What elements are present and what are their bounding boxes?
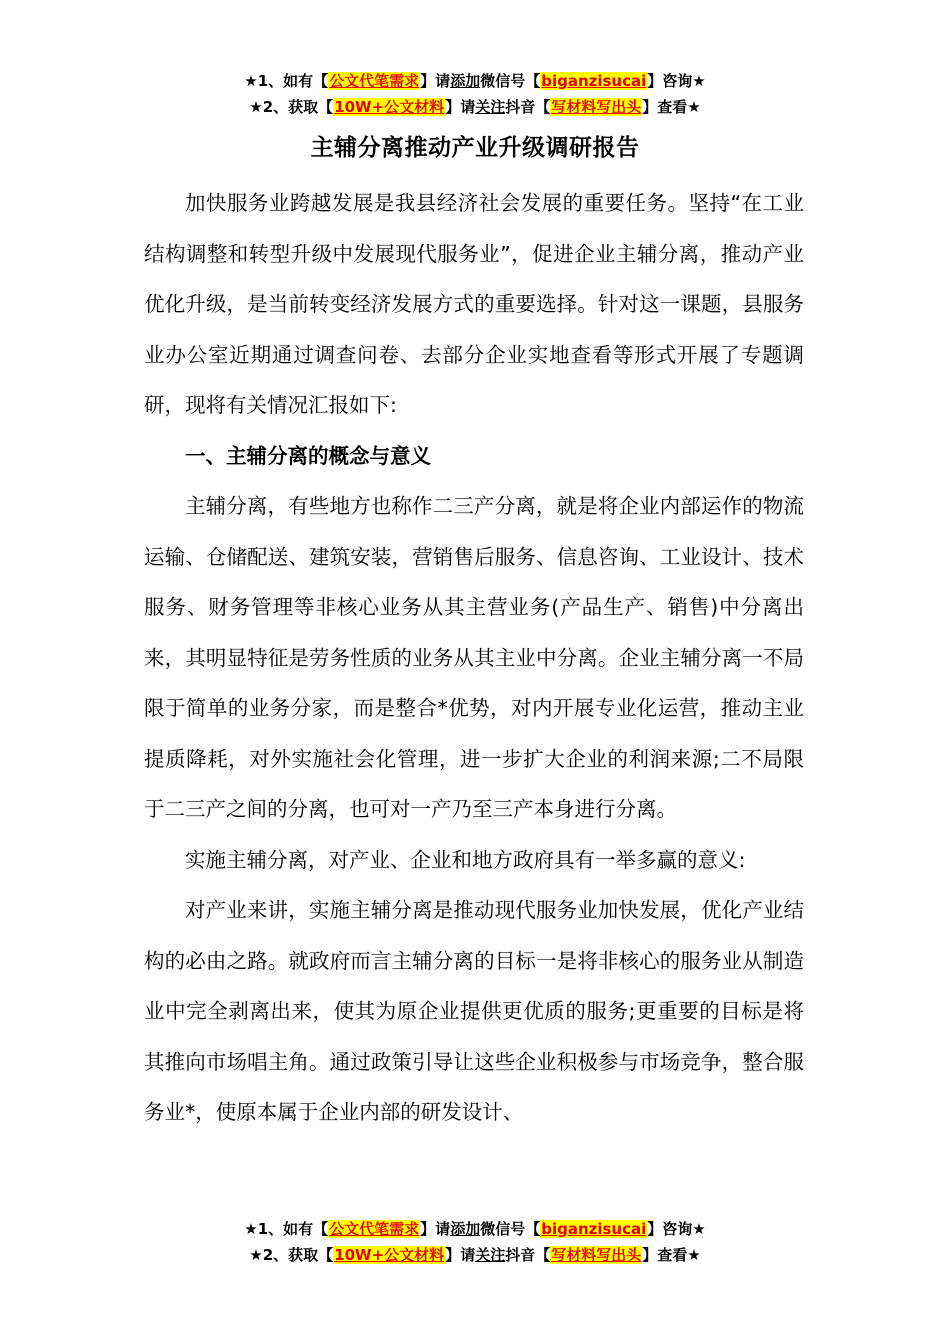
- banner-text: 微信号【: [480, 1220, 541, 1238]
- banner-highlight: 写材料写出头: [551, 1246, 642, 1264]
- banner-text: 】查看★: [642, 1246, 701, 1264]
- banner-highlight: 写材料写出头: [551, 98, 642, 116]
- header-banner: [0, 68, 950, 120]
- banner-text: 抖音【: [505, 98, 551, 116]
- banner-text: 关注: [475, 98, 506, 116]
- banner-line-1: [0, 68, 950, 94]
- banner-text: 】查看★: [642, 98, 701, 116]
- banner-text: 】请: [420, 72, 451, 90]
- banner-highlight: 10W+公文材料: [334, 1246, 445, 1264]
- banner-highlight: 10W+公文材料: [334, 98, 445, 116]
- paragraph-significance: 实施主辅分离，对产业、企业和地方政府具有一举多赢的意义:: [185, 847, 746, 872]
- banner-highlight: biganzisucai: [541, 72, 647, 90]
- banner-text: 添加: [450, 1220, 481, 1238]
- banner-text: 】请: [420, 1220, 451, 1238]
- banner-text: ★1、如有【: [244, 72, 329, 90]
- banner-text: 添加: [450, 72, 481, 90]
- section-heading-1: 一、主辅分离的概念与意义: [185, 443, 431, 468]
- banner-highlight: biganzisucai: [541, 1220, 647, 1238]
- banner-highlight: 公文代笔需求: [329, 1220, 420, 1238]
- banner-text: 微信号【: [480, 72, 541, 90]
- banner-text: 】请: [445, 1246, 476, 1264]
- banner-text: ★1、如有【: [244, 1220, 329, 1238]
- banner-line-2: [0, 1242, 950, 1268]
- banner-text: 】咨询★: [647, 72, 706, 90]
- banner-text: ★2、获取【: [249, 1246, 334, 1264]
- document-title: 主辅分离推动产业升级调研报告: [310, 135, 640, 161]
- paragraph-definition: 主辅分离，有些地方也称作二三产分离，就是将企业内部运作的物流运输、仓储配送、建筑安装，营销售后服务、信息咨询、工业设计、技术服务、财务管理等非核心业务从其主营业务(产品生产、销售)中分离出来，其明显特征是劳务性质的业务从其主业中分离。企业主辅分离一不局限于简单的业务分家，而是整合*优势，对内开展专业化运营，推动主业提质降耗，对外实施社会化管理，进一步扩大企业的利润来源;二不局限于二三产之间的分离，也可对一产乃至三产本身进行分离。: [144, 494, 804, 821]
- banner-text: 抖音【: [505, 1246, 551, 1264]
- document-body: [144, 178, 804, 1138]
- banner-text: ★2、获取【: [249, 98, 334, 116]
- paragraph-intro: 加快服务业跨越发展是我县经济社会发展的重要任务。坚持“在工业结构调整和转型升级中发展现代服务业”，促进企业主辅分离，推动产业优化升级，是当前转变经济发展方式的重要选择。针对这一课题，县服务业办公室近期通过调查问卷、去部分企业实地查看等形式开展了专题调研，现将有关情况汇报如下:: [144, 191, 804, 417]
- banner-text: 】请: [445, 98, 476, 116]
- banner-text: 】咨询★: [647, 1220, 706, 1238]
- banner-line-1: [0, 1216, 950, 1242]
- footer-banner: [0, 1216, 950, 1268]
- banner-line-2: [0, 94, 950, 120]
- banner-text: 关注: [475, 1246, 506, 1264]
- banner-highlight: 公文代笔需求: [329, 72, 420, 90]
- paragraph-industry: 对产业来讲，实施主辅分离是推动现代服务业加快发展，优化产业结构的必由之路。就政府而言主辅分离的目标一是将非核心的服务业从制造业中完全剥离出来，使其为原企业提供更优质的服务;更重要的目标是将其推向市场唱主角。通过政策引导让这些企业积极参与市场竞争，整合服务业*，使原本属于企业内部的研发设计、: [144, 898, 804, 1124]
